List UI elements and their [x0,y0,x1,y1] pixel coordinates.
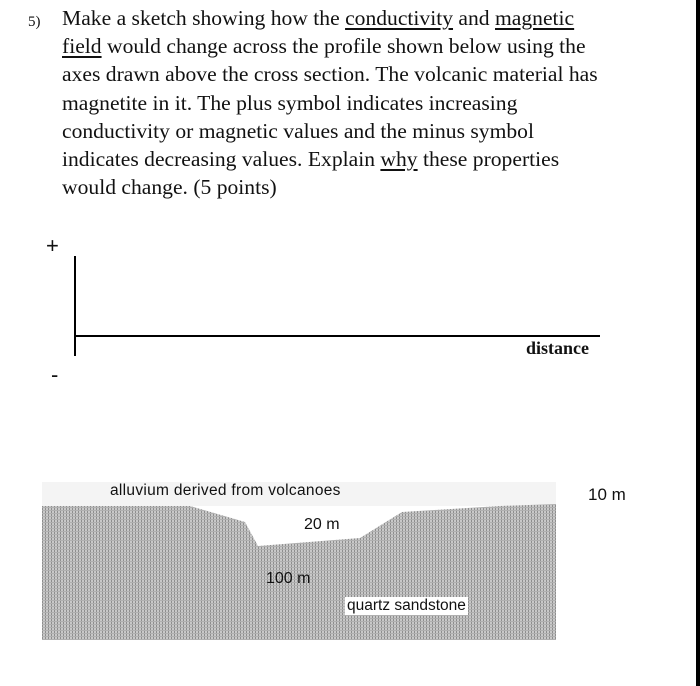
thickness-label: 10 m [588,485,626,504]
underlined-field: field [62,34,102,59]
underlined-conductivity: conductivity [345,6,454,30]
question-line-4: magnetite in it. The plus symbol indicates increasing [62,90,518,115]
underlined-magnetic: magnetic [495,6,575,30]
question-number: 5) [28,14,41,30]
text-span: and [453,6,495,30]
depression-label: 20 m [304,516,340,533]
text-span: indicates decreasing values. Explain [62,147,381,172]
quartz-sandstone-label: quartz sandstone [347,597,466,614]
text-span: these properties [417,147,560,172]
plus-symbol: + [46,233,59,258]
question-line-5: conductivity or magnetic values and the minus symbol [62,118,534,143]
question-line-3: axes drawn above the cross section. The volcanic material has [62,62,598,87]
underlined-why: why [380,147,418,172]
question-line-7: would change. (5 points) [62,175,277,200]
minus-symbol: - [51,362,59,387]
width-label: 100 m [266,570,311,587]
text-span: Make a sketch showing how the [62,6,346,30]
alluvium-label: alluvium derived from volcanoes [110,482,341,499]
x-axis-label: distance [526,338,589,358]
text-span: would change across the profile shown below using the [101,34,586,59]
